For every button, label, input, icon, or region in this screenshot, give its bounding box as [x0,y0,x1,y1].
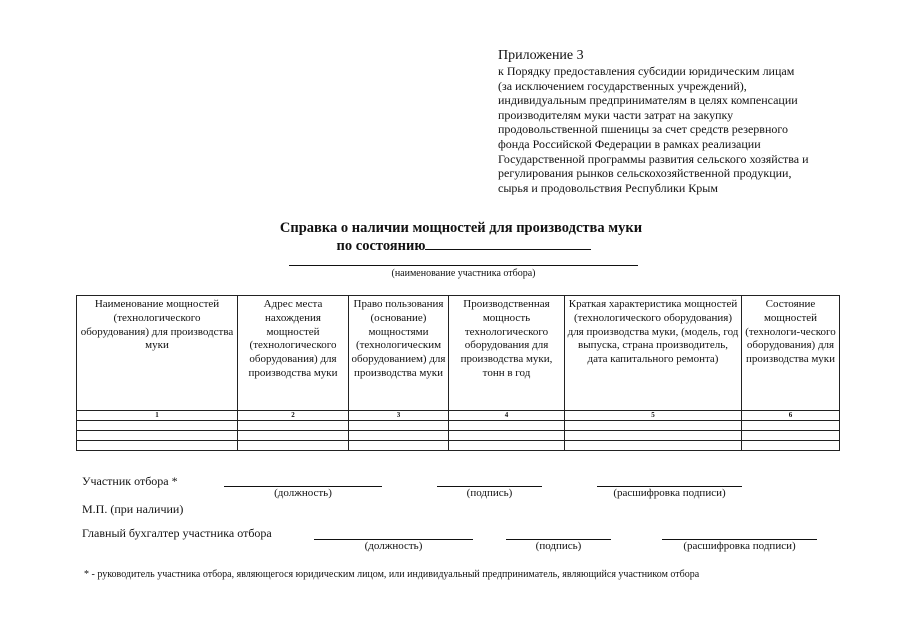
column-header: Краткая характеристика мощностей (технологического оборудования) для производства муки, (модель, год выпуска, страна производитель, дата капитального ремонта) [565,296,742,411]
title-line-1: Справка о наличии мощностей для производства муки [279,220,643,236]
capacity-table [76,295,840,451]
appendix-line: продовольственной пшеницы за счет средств резервного [498,122,788,137]
signature-caption: (подпись) [535,540,582,552]
as-of-label: по состоянию [336,238,426,254]
appendix-line: сырья и продовольствия Республики Крым [498,180,718,195]
appendix-line: индивидуальным предпринимателям в целях компенсации [498,93,798,108]
table-cell[interactable] [238,421,349,431]
document-title [0,220,902,255]
table-cell[interactable] [742,421,840,431]
title-line-2 [0,237,902,255]
table-cell[interactable] [77,441,238,451]
table-row [77,421,840,431]
column-header: Право пользования (основание) мощностями (технологическим оборудованием) для производства муки [349,296,449,411]
date-blank-line[interactable] [425,237,591,250]
table-row [77,431,840,441]
table-cell[interactable] [565,431,742,441]
table-cell[interactable] [349,421,449,431]
appendix-line: к Порядку предоставления субсидии юридическим лицам [498,64,795,78]
column-header: Состояние мощностей (технологи-ческого оборудования) для производства муки [742,296,840,411]
position-caption: (должность) [274,487,332,499]
table-cell[interactable] [238,431,349,441]
stamp-label: М.П. (при наличии) [82,502,184,516]
table-cell[interactable] [349,431,449,441]
decode-caption: (расшифровка подписи) [613,487,726,499]
table-cell[interactable] [77,431,238,441]
participant-name-line[interactable] [289,265,638,266]
accountant-label: Главный бухгалтер участника отбора [82,526,272,540]
participant-name-caption: (наименование участника отбора) [391,268,536,279]
column-number: 2 [238,411,349,421]
appendix-heading: Приложение 3 [498,48,584,63]
appendix-block [498,47,898,195]
appendix-line: регулирования рынков сельскохозяйственной продукции, [498,166,792,181]
column-header: Производственная мощность технологического оборудования для производства муки, тонн в год [449,296,565,411]
column-number: 4 [449,411,565,421]
table-cell[interactable] [742,431,840,441]
table-cell[interactable] [742,441,840,451]
table-cell[interactable] [449,441,565,451]
table-cell[interactable] [449,431,565,441]
appendix-line: Государственной программы развития сельского хозяйства и [498,151,809,166]
column-number-row [77,411,840,421]
column-header: Наименование мощностей (технологического оборудования) для производства муки [77,296,238,411]
appendix-line: производителям муки части затрат на закупку [498,107,734,122]
column-number: 1 [77,411,238,421]
position-caption: (должность) [364,540,423,552]
table-cell[interactable] [449,421,565,431]
signature-caption: (подпись) [466,487,513,499]
column-number: 5 [565,411,742,421]
table-header-row [77,296,840,411]
table-row [77,441,840,451]
table-cell[interactable] [238,441,349,451]
table-cell[interactable] [77,421,238,431]
appendix-line: (за исключением государственных учреждений), [498,78,747,93]
table-cell[interactable] [349,441,449,451]
appendix-line: фонда Российской Федерации в рамках реализации [498,136,761,151]
participant-label: Участник отбора * [82,474,178,488]
decode-caption: (расшифровка подписи) [683,540,796,552]
footnote: * - руководитель участника отбора, являющегося юридическим лицом, или индивидуальный предприниматель, являющийся участником отбора [84,569,700,580]
table-cell[interactable] [565,421,742,431]
column-number: 3 [349,411,449,421]
column-number: 6 [742,411,840,421]
column-header: Адрес места нахождения мощностей (технологического оборудования) для производства муки [238,296,349,411]
table-cell[interactable] [565,441,742,451]
